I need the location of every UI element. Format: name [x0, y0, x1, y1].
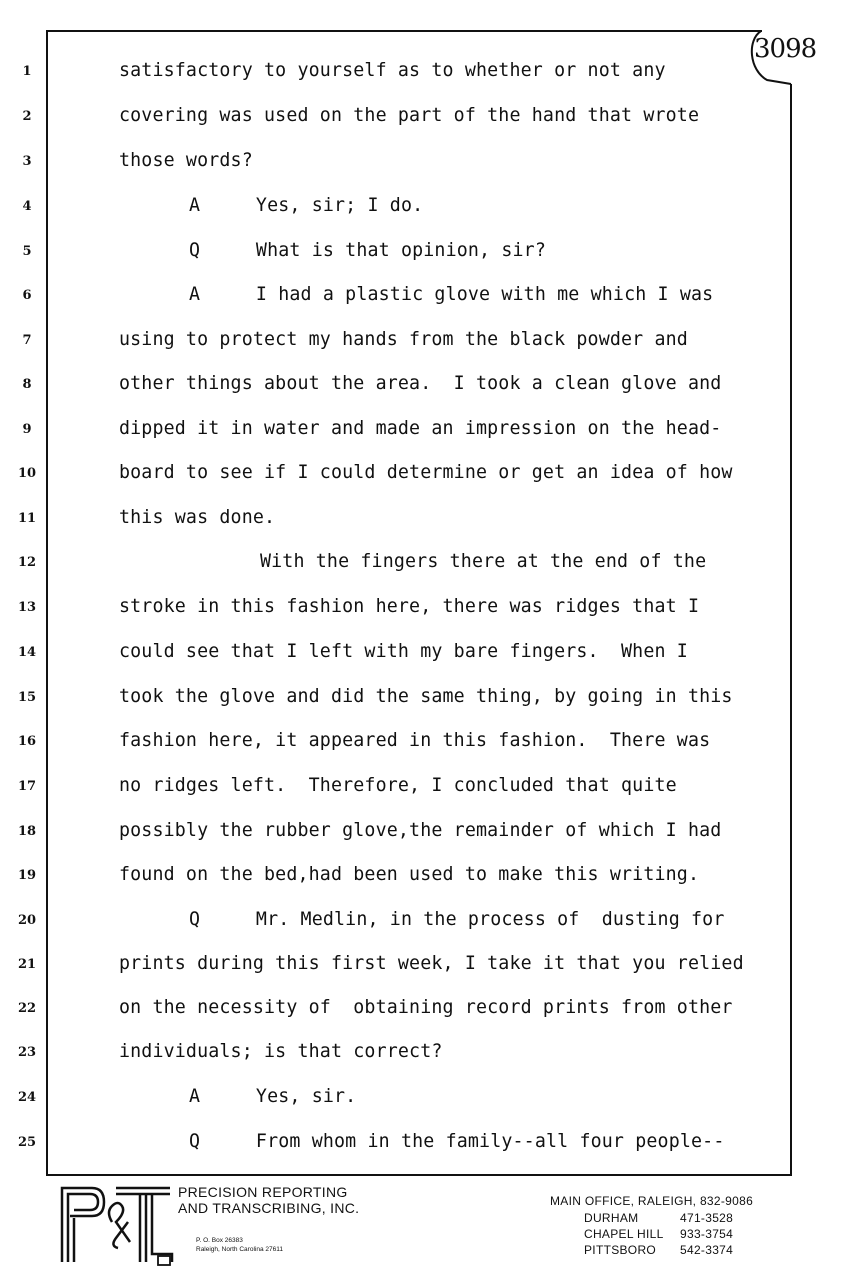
line-number: 18 [17, 824, 37, 839]
line-number: 24 [17, 1090, 37, 1105]
transcript-line: fashion here, it appeared in this fashion. There was [119, 730, 711, 751]
line-number: 21 [17, 957, 37, 972]
transcript-line: on the necessity of obtaining record prints from other [119, 997, 733, 1018]
transcript-line: found on the bed,had been used to make this writing. [119, 864, 700, 885]
transcript-line: individuals; is that correct? [119, 1041, 443, 1062]
company-logo [56, 1182, 176, 1266]
line-number: 19 [17, 868, 37, 883]
transcript-line: could see that I left with my bare fingers. When I [119, 641, 688, 662]
page-border-right [790, 84, 792, 1175]
office-city: PITTSBORO [584, 1243, 657, 1257]
company-name-line1: PRECISION REPORTING [178, 1184, 348, 1200]
line-number: 11 [17, 511, 37, 526]
office-row [584, 1211, 733, 1225]
transcript-line: dipped it in water and made an impression on the head- [119, 418, 722, 439]
transcript-line: satisfactory to yourself as to whether or not any [119, 60, 666, 81]
line-number: 10 [17, 466, 37, 481]
main-office: MAIN OFFICE, RALEIGH, 832-9086 [550, 1194, 754, 1208]
line-number: 22 [17, 1001, 37, 1016]
transcript-line: stroke in this fashion here, there was ridges that I [119, 596, 700, 617]
transcript-line: possibly the rubber glove,the remainder of which I had [119, 820, 722, 841]
address-po-box: P. O. Box 26383 [196, 1237, 243, 1244]
line-number: 13 [17, 600, 37, 615]
transcript-line: Q What is that opinion, sir? [189, 240, 546, 261]
line-number: 5 [22, 244, 32, 259]
page-number: 3098 [754, 34, 817, 64]
office-phone: 933-3754 [680, 1227, 734, 1241]
transcript-line: those words? [119, 150, 253, 171]
line-number: 7 [22, 333, 32, 348]
transcript-line: this was done. [119, 507, 276, 528]
line-number: 15 [17, 690, 37, 705]
transcript-line: With the fingers there at the end of the [260, 551, 707, 572]
office-phone: 542-3374 [680, 1243, 734, 1257]
transcript-line: prints during this first week, I take it that you relied [119, 953, 744, 974]
company-name-line2: AND TRANSCRIBING, INC. [178, 1200, 360, 1216]
line-number: 6 [22, 288, 32, 303]
page-border-left [46, 30, 48, 1175]
line-number: 12 [17, 555, 37, 570]
transcript-line: using to protect my hands from the black powder and [119, 329, 688, 350]
transcript-line: A Yes, sir; I do. [189, 195, 424, 216]
company-address [196, 1236, 283, 1254]
address-city: Raleigh, North Carolina 27611 [196, 1246, 283, 1253]
transcript-line: Q From whom in the family--all four people-- [189, 1131, 725, 1152]
line-number: 1 [22, 64, 32, 79]
transcript-line: A Yes, sir. [189, 1086, 357, 1107]
line-number: 16 [17, 734, 37, 749]
line-number: 14 [17, 645, 37, 660]
office-city: CHAPEL HILL [584, 1227, 664, 1241]
line-number: 3 [22, 154, 32, 169]
transcript-line: other things about the area. I took a clean glove and [119, 373, 722, 394]
company-name [178, 1184, 359, 1216]
transcript-line: Q Mr. Medlin, in the process of dusting for [189, 909, 725, 930]
line-number: 20 [17, 913, 37, 928]
line-number: 23 [17, 1045, 37, 1060]
line-number: 8 [22, 377, 32, 392]
office-city: DURHAM [584, 1211, 639, 1225]
line-number: 9 [22, 422, 32, 437]
transcript-line: no ridges left. Therefore, I concluded that quite [119, 775, 677, 796]
transcript-line: board to see if I could determine or get an idea of how [119, 462, 733, 483]
page-border-top [46, 30, 762, 32]
transcript-line: took the glove and did the same thing, by going in this [119, 686, 733, 707]
office-row [584, 1227, 733, 1241]
transcript-line: A I had a plastic glove with me which I was [189, 284, 714, 305]
office-row [584, 1243, 733, 1257]
line-number: 2 [22, 109, 32, 124]
transcript-line: covering was used on the part of the hand that wrote [119, 105, 700, 126]
line-number: 4 [22, 199, 32, 214]
office-phone: 471-3528 [680, 1211, 734, 1225]
line-number: 25 [17, 1135, 37, 1150]
line-number: 17 [17, 779, 37, 794]
